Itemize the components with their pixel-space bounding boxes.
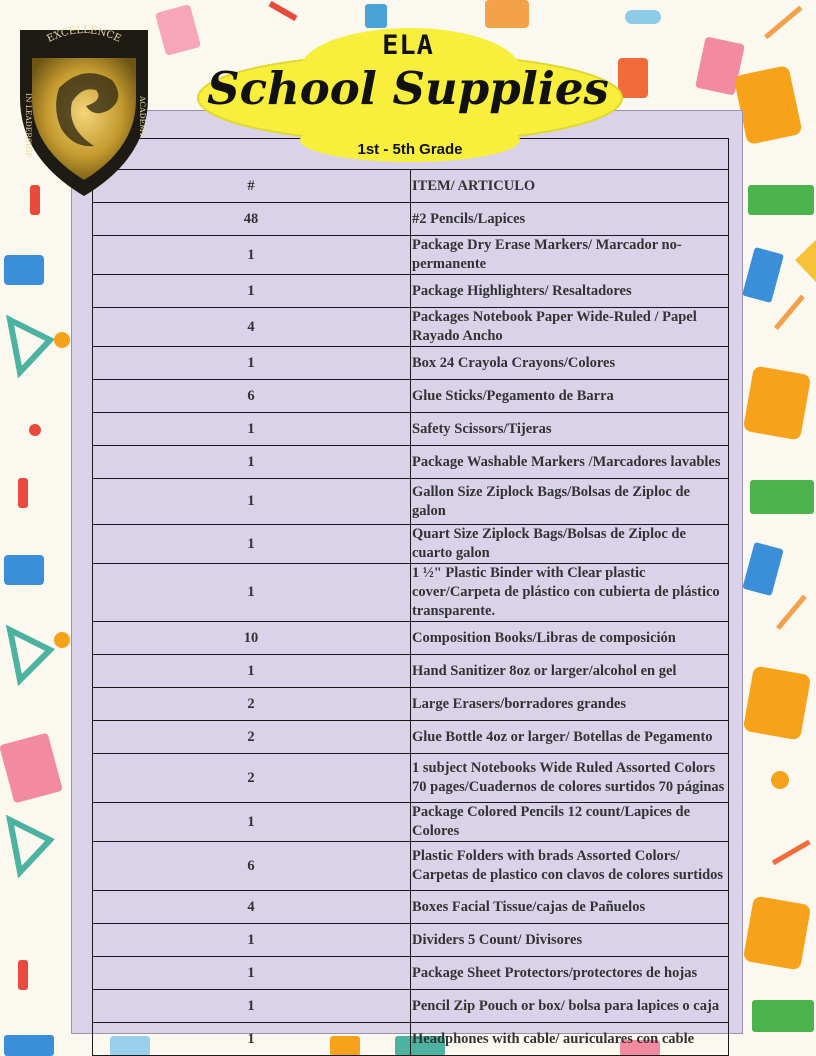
item-cell: Quart Size Ziplock Bags/Bolsas de Ziploc de cuarto galon	[411, 525, 729, 564]
table-row	[93, 957, 729, 990]
book-stack-icon	[748, 185, 814, 215]
microscope-icon	[4, 255, 44, 285]
quantity-cell: 1	[93, 525, 411, 564]
quantity-cell: 1	[93, 924, 411, 957]
table-row	[93, 924, 729, 957]
table-row	[93, 1023, 729, 1056]
table-row	[93, 721, 729, 754]
book-stack-icon	[485, 0, 529, 28]
item-cell: Package Highlighters/ Resaltadores	[411, 275, 729, 308]
grade-label: 1st - 5th Grade	[357, 141, 463, 158]
ruler-triangle-icon	[10, 630, 50, 680]
eraser-icon	[625, 10, 661, 24]
ruler-triangle-icon	[10, 320, 50, 372]
crayon-icon	[269, 1, 298, 21]
table-row	[93, 803, 729, 842]
table-row	[93, 525, 729, 564]
quantity-cell: 1	[93, 446, 411, 479]
pencil-icon	[774, 295, 805, 330]
table-row	[93, 842, 729, 891]
quantity-cell: 1	[93, 564, 411, 622]
table-row	[93, 275, 729, 308]
item-cell: Large Erasers/borradores grandes	[411, 688, 729, 721]
quantity-cell: 1	[93, 236, 411, 275]
pencil-icon	[772, 840, 811, 865]
table-row	[93, 347, 729, 380]
backpack-icon	[743, 365, 812, 440]
quantity-cell: 1	[93, 655, 411, 688]
supply-table	[92, 138, 729, 1056]
star-icon	[771, 771, 789, 789]
item-cell: 1 ½" Plastic Binder with Clear plastic cover/Carpeta de plástico con cubierta de plástico transparente.	[411, 564, 729, 622]
item-cell: Composition Books/Libras de composición	[411, 622, 729, 655]
table-row	[93, 891, 729, 924]
microscope-icon	[4, 1035, 54, 1056]
crest-right-text: ACADEMY	[138, 96, 147, 137]
table-row	[93, 990, 729, 1023]
item-cell: 1 subject Notebooks Wide Ruled Assorted Colors 70 pages/Cuadernos de colores surtidos 70 páginas	[411, 754, 729, 803]
crayon-icon	[18, 960, 28, 990]
table-row	[93, 380, 729, 413]
item-cell: Package Sheet Protectors/protectores de hojas	[411, 957, 729, 990]
quantity-cell: 1	[93, 479, 411, 525]
table-row	[93, 655, 729, 688]
item-cell: Package Colored Pencils 12 count/Lapices de Colores	[411, 803, 729, 842]
subject-heading: ELA	[382, 30, 434, 61]
quantity-cell: 1	[93, 347, 411, 380]
item-cell: Glue Sticks/Pegamento de Barra	[411, 380, 729, 413]
table-row	[93, 688, 729, 721]
star-icon	[54, 632, 70, 648]
item-cell: Packages Notebook Paper Wide-Ruled / Papel Rayado Ancho	[411, 308, 729, 347]
crest-left-text: IN LEADERSHIP	[24, 93, 33, 158]
item-cell: Headphones with cable/ auriculares con cable	[411, 1023, 729, 1056]
item-cell: Box 24 Crayola Crayons/Colores	[411, 347, 729, 380]
book-stack-icon	[752, 1000, 814, 1032]
item-cell: Package Dry Erase Markers/ Marcador no-permanente	[411, 236, 729, 275]
quantity-cell: 1	[93, 275, 411, 308]
academy-crest-logo	[14, 18, 154, 198]
microscope-icon	[4, 555, 44, 585]
backpack-icon	[743, 895, 812, 970]
table-row	[93, 446, 729, 479]
quantity-cell: 1	[93, 957, 411, 990]
item-cell: Package Washable Markers /Marcadores lavables	[411, 446, 729, 479]
table-row	[93, 236, 729, 275]
quantity-cell: 4	[93, 308, 411, 347]
item-cell: Gallon Size Ziplock Bags/Bolsas de Ziploc de galon	[411, 479, 729, 525]
table-row	[93, 308, 729, 347]
item-cell: Pencil Zip Pouch or box/ bolsa para lapices o caja	[411, 990, 729, 1023]
quantity-cell: 4	[93, 891, 411, 924]
table-row	[93, 479, 729, 525]
item-cell: #2 Pencils/Lapices	[411, 203, 729, 236]
table-row	[93, 203, 729, 236]
laptop-icon	[742, 247, 784, 303]
item-cell: Dividers 5 Count/ Divisores	[411, 924, 729, 957]
notebook-icon	[0, 733, 63, 804]
quantity-cell: 2	[93, 721, 411, 754]
table-row	[93, 622, 729, 655]
column-header-quantity: #	[93, 170, 411, 203]
item-cell: Plastic Folders with brads Assorted Colors/ Carpetas de plastico con clavos de colores surtidos	[411, 842, 729, 891]
column-header-item: ITEM/ ARTICULO	[411, 170, 729, 203]
quantity-cell: 2	[93, 754, 411, 803]
page-title: School Supplies	[207, 62, 609, 115]
quantity-cell: 1	[93, 413, 411, 446]
table-row	[93, 564, 729, 622]
ruler-triangle-icon	[795, 240, 816, 282]
crest-top-text: EXCELLENCE	[45, 24, 123, 45]
quantity-cell: 6	[93, 842, 411, 891]
table-row	[93, 754, 729, 803]
quantity-cell: 10	[93, 622, 411, 655]
backpack-icon	[743, 665, 812, 740]
star-icon	[54, 332, 70, 348]
pencil-icon	[776, 595, 807, 630]
crayon-icon	[18, 478, 28, 508]
ruler-triangle-icon	[10, 820, 50, 872]
item-cell: Glue Bottle 4oz or larger/ Botellas de Pegamento	[411, 721, 729, 754]
quantity-cell: 1	[93, 803, 411, 842]
table-header-row	[93, 170, 729, 203]
item-cell: Boxes Facial Tissue/cajas de Pañuelos	[411, 891, 729, 924]
quantity-cell: 1	[93, 1023, 411, 1056]
item-cell: Safety Scissors/Tijeras	[411, 413, 729, 446]
quantity-cell: 48	[93, 203, 411, 236]
table-row	[93, 413, 729, 446]
quantity-cell: 2	[93, 688, 411, 721]
item-cell: Hand Sanitizer 8oz or larger/alcohol en gel	[411, 655, 729, 688]
laptop-icon	[742, 542, 783, 596]
pushpin-icon	[29, 424, 41, 436]
quantity-cell: 6	[93, 380, 411, 413]
microscope-icon	[365, 4, 387, 28]
quantity-cell: 1	[93, 990, 411, 1023]
book-stack-icon	[750, 480, 814, 514]
